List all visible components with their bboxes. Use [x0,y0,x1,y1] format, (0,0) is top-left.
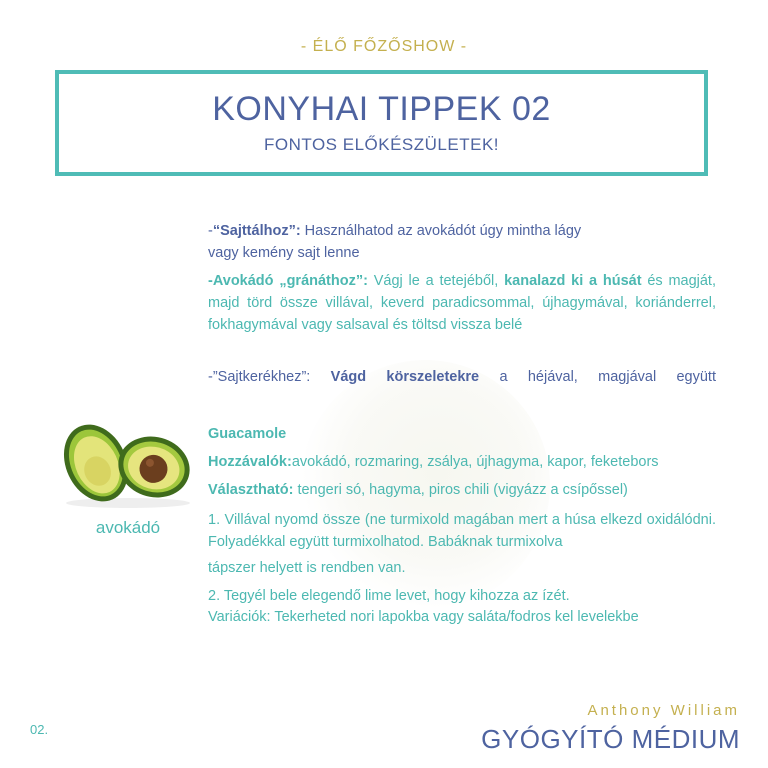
tip-avocado-grenade [208,270,716,336]
page-subtitle: FONTOS ELŐKÉSZÜLETEK! [263,135,500,154]
avocado-label: avokádó [95,518,161,537]
brand-author: Anthony William [587,702,740,719]
recipe-optional [208,479,716,501]
page-title: KONYHAI TIPPEK 02 [212,90,551,128]
tip2-bold1: -Avokádó „gránáthoz”: [208,273,368,289]
tip1-line2: vagy kemény sajt lenne [208,245,360,261]
tip1-prefix: - [208,223,213,239]
tip2-text1: Vágj le a tetejéből, [367,273,505,289]
recipe-ingredients [208,451,716,473]
page-number: 02. [30,722,49,737]
tip1-line1: Használhatod az avokádót úgy mintha lágy [300,223,582,239]
tip2-text2: és magját, majd törd össze villával, keverd paradicsommal, újhagymával, koriánderrel, fokhagymával vagy salsaval és töltsd vissza belé [208,273,716,333]
optional-label: Választható: [208,482,294,498]
avocado-icon [58,415,198,510]
recipe-step-2: 2. Tegyél bele elegendő lime levet, hogy kihozza az ízét. [208,588,570,604]
ingredients-label: Hozzávalók: [208,454,292,470]
tip-cheese-wheel [208,366,716,388]
tip1-bold: “Sajttálhoz”: [212,223,301,239]
brand-title: GYÓGYÍTÓ MÉDIUM [481,724,740,754]
optional-text: tengeri só, hagyma, piros chili (vigyázz a csípőssel) [293,482,628,498]
recipe-variations: Variációk: Tekerheted nori lapokba vagy saláta/fodros kel levelekbe [208,609,639,625]
ingredients-text: avokádó, rozmaring, zsálya, újhagyma, kapor, feketebors [291,454,659,470]
tip-cheese-platter [208,220,716,264]
recipe-title: Guacamole [208,426,287,442]
recipe-step-1: 1. Villával nyomd össze (ne turmixold magában mert a húsa elkezd oxidálódni. Folyadékkal együtt turmixolhatod. Babáknak turmixolva [208,512,716,550]
title-box [55,70,708,176]
tip3-bold: Vágd körszeletekre [330,369,480,385]
tip2-bold2: kanalazd ki a húsát [504,273,642,289]
tip3-text1: -”Sajtkerékhez”: [208,369,331,385]
tip3-text2: a héjával, magjával együtt [479,369,716,385]
eyebrow-label: - ÉLŐ FŐZŐSHOW - [300,38,468,55]
recipe-step-1b: tápszer helyett is rendben van. [208,560,406,576]
